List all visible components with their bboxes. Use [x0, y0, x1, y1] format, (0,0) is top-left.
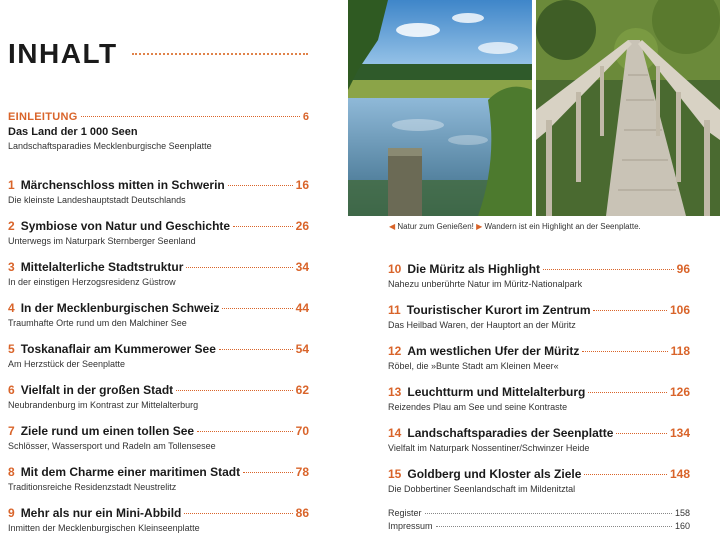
- leader-dots: [436, 526, 672, 527]
- toc-entry[interactable]: [8, 465, 309, 492]
- leader-dots: [582, 351, 667, 352]
- chapter-subtitle: Die Dobbertiner Seenlandschaft im Mildenitztal: [388, 484, 576, 494]
- leader-dots: [425, 513, 672, 514]
- chapter-page: 96: [676, 262, 690, 276]
- leader-dots: [593, 310, 666, 311]
- chapter-number: 8: [8, 465, 15, 479]
- chapter-page: 44: [295, 301, 309, 315]
- toc-entry[interactable]: [8, 506, 309, 533]
- toc-entry[interactable]: [8, 424, 309, 451]
- intro-page: 6: [302, 111, 309, 123]
- chapter-subtitle: In der einstigen Herzogsresidenz Güstrow: [8, 277, 176, 287]
- leader-dots: [584, 474, 667, 475]
- leader-dots: [81, 116, 300, 117]
- chapter-title: In der Mecklenburgischen Schweiz: [20, 301, 220, 315]
- chapter-page: 78: [295, 465, 309, 479]
- appendix-page: 160: [674, 521, 690, 531]
- chapter-number: 3: [8, 260, 15, 274]
- leader-dots: [233, 226, 293, 227]
- chapter-number: 14: [388, 426, 402, 440]
- caption-left-text: Natur zum Genießen!: [397, 222, 474, 231]
- toc-appendix-impressum[interactable]: [388, 521, 690, 531]
- appendix-title: Impressum: [388, 521, 433, 531]
- chapter-title: Symbiose von Natur und Geschichte: [20, 219, 231, 233]
- leader-dots: [616, 433, 667, 434]
- chapter-subtitle: Röbel, die »Bunte Stadt am Kleinen Meer«: [388, 361, 559, 371]
- chapter-page: 70: [295, 424, 309, 438]
- toc-entry[interactable]: [8, 342, 309, 369]
- chapter-number: 1: [8, 178, 15, 192]
- chapter-subtitle: Nahezu unberührte Natur im Müritz-Nationalpark: [388, 279, 583, 289]
- chapter-subtitle: Die kleinste Landeshauptstadt Deutschlands: [8, 195, 186, 205]
- leader-dots: [186, 267, 292, 268]
- photo-caption: [389, 222, 641, 231]
- toc-entry[interactable]: [388, 344, 690, 371]
- chapter-title: Landschaftsparadies der Seenplatte: [407, 426, 614, 440]
- chapter-number: 5: [8, 342, 15, 356]
- chapter-number: 7: [8, 424, 15, 438]
- chapter-page: 86: [295, 506, 309, 520]
- chapter-subtitle: Vielfalt im Naturpark Nossentiner/Schwinzer Heide: [388, 443, 590, 453]
- chapter-number: 4: [8, 301, 15, 315]
- chapter-number: 2: [8, 219, 15, 233]
- chapter-subtitle: Schlösser, Wassersport und Radeln am Tollensesee: [8, 441, 216, 451]
- appendix-page: 158: [674, 508, 690, 518]
- chapter-number: 13: [388, 385, 402, 399]
- chapter-subtitle: Traditionsreiche Residenzstadt Neustrelitz: [8, 482, 177, 492]
- chapter-number: 12: [388, 344, 402, 358]
- toc-entry[interactable]: [8, 301, 309, 328]
- chapter-title: Toskanaflair am Kummerower See: [20, 342, 216, 356]
- toc-entry[interactable]: [388, 262, 690, 289]
- chapter-subtitle: Unterwegs im Naturpark Sternberger Seenland: [8, 236, 196, 246]
- toc-entry[interactable]: [388, 467, 690, 494]
- toc-entry[interactable]: [388, 426, 690, 453]
- toc-entry[interactable]: [8, 383, 309, 410]
- chapter-page: 118: [670, 344, 690, 358]
- chapter-subtitle: Inmitten der Mecklenburgischen Kleinseenplatte: [8, 523, 200, 533]
- toc-entry[interactable]: [388, 385, 690, 412]
- chapter-page: 34: [295, 260, 309, 274]
- leader-dots: [176, 390, 292, 391]
- chapter-page: 54: [295, 342, 309, 356]
- chapter-title: Goldberg und Kloster als Ziele: [407, 467, 582, 481]
- leader-dots: [219, 349, 293, 350]
- chapter-page: 62: [295, 383, 309, 397]
- toc-appendix-register[interactable]: [388, 508, 690, 518]
- chapter-title: Mit dem Charme einer maritimen Stadt: [20, 465, 241, 479]
- chapter-title: Märchenschloss mitten in Schwerin: [20, 178, 225, 192]
- chapter-number: 15: [388, 467, 402, 481]
- page-title: INHALT: [8, 38, 118, 69]
- left-arrow-icon: ◀: [389, 222, 396, 231]
- chapter-subtitle: Neubrandenburg im Kontrast zur Mittelalterburg: [8, 400, 199, 410]
- leader-dots: [588, 392, 667, 393]
- leader-dots: [228, 185, 293, 186]
- chapter-title: Touristischer Kurort im Zentrum: [406, 303, 591, 317]
- toc-entry[interactable]: [8, 219, 309, 246]
- caption-right-text: Wandern ist ein Highlight an der Seenplatte.: [484, 222, 641, 231]
- leader-dots: [222, 308, 292, 309]
- leader-dots: [197, 431, 293, 432]
- chapter-page: 16: [295, 178, 309, 192]
- chapter-page: 26: [295, 219, 309, 233]
- chapter-page: 148: [669, 467, 690, 481]
- toc-intro[interactable]: [8, 111, 309, 151]
- chapter-page: 134: [669, 426, 690, 440]
- chapter-title: Vielfalt in der großen Stadt: [20, 383, 174, 397]
- chapter-subtitle: Am Herzstück der Seenplatte: [8, 359, 126, 369]
- chapter-number: 11: [388, 303, 401, 317]
- chapter-title: Am westlichen Ufer der Müritz: [407, 344, 580, 358]
- leader-dots: [543, 269, 674, 270]
- chapter-page: 126: [669, 385, 690, 399]
- chapter-title: Mittelalterliche Stadtstruktur: [20, 260, 184, 274]
- right-arrow-icon: ▶: [476, 222, 483, 231]
- chapter-title: Mehr als nur ein Mini-Abbild: [20, 506, 182, 520]
- chapter-number: 10: [388, 262, 402, 276]
- lake-photo: [348, 0, 532, 216]
- leader-dots: [184, 513, 292, 514]
- intro-label: EINLEITUNG: [8, 111, 78, 123]
- chapter-subtitle: Traumhafte Orte rund um den Malchiner See: [8, 318, 187, 328]
- chapter-number: 9: [8, 506, 15, 520]
- boardwalk-photo: [536, 0, 720, 216]
- appendix-title: Register: [388, 508, 422, 518]
- chapter-title: Die Müritz als Highlight: [407, 262, 541, 276]
- toc-entry[interactable]: [388, 303, 690, 330]
- leader-dots: [243, 472, 293, 473]
- chapter-subtitle: Das Heilbad Waren, der Hauptort an der Müritz: [388, 320, 576, 330]
- chapter-title: Leuchtturm und Mittelalterburg: [407, 385, 586, 399]
- chapter-title: Ziele rund um einen tollen See: [20, 424, 195, 438]
- toc-entry[interactable]: [8, 260, 309, 287]
- chapter-number: 6: [8, 383, 15, 397]
- chapter-subtitle: Reizendes Plau am See und seine Kontraste: [388, 402, 568, 412]
- chapter-page: 106: [669, 303, 690, 317]
- intro-heading: Das Land der 1 000 Seen: [8, 126, 138, 138]
- intro-subtitle: Landschaftsparadies Mecklenburgische Seenplatte: [8, 141, 212, 151]
- title-divider: [132, 53, 308, 55]
- toc-entry[interactable]: [8, 178, 309, 205]
